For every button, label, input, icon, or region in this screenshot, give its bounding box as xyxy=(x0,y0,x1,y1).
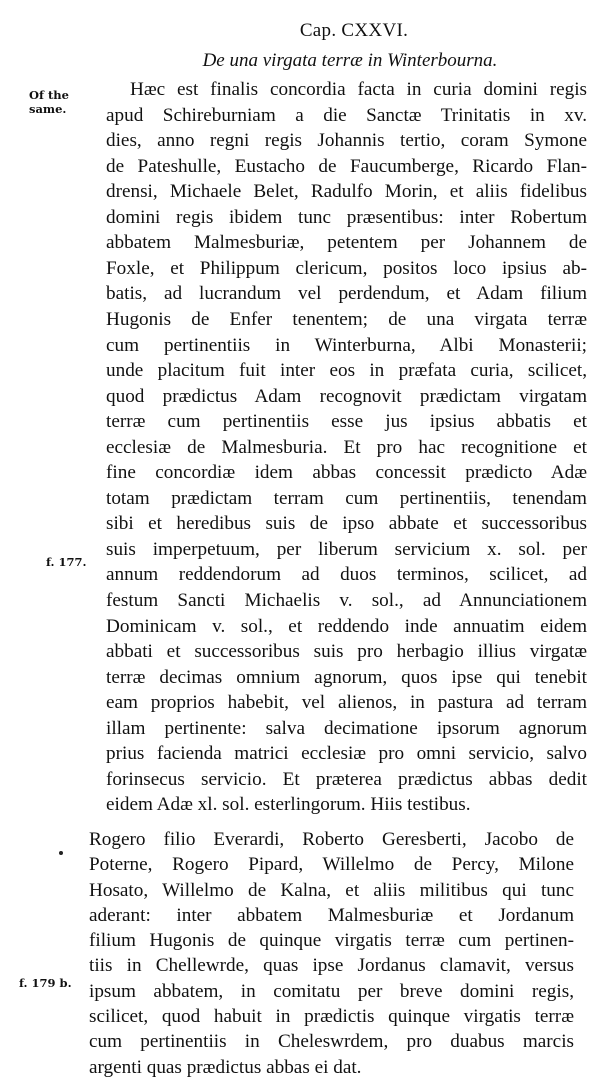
text-line: cum pertinentiis in Winterburna, Albi Monasterii; xyxy=(106,334,587,356)
text-line: eam proprios habebit, vel alienos, in pastura ad terram xyxy=(106,692,587,714)
text-line: abbati et successoribus suis pro herbagio illius virgatæ xyxy=(106,641,587,663)
text-line: terræ cum pertinentiis esse jus ipsius abbatis et xyxy=(106,411,587,433)
text-line: aderant: inter abbatem Malmesburiæ et Jordanum xyxy=(89,904,574,926)
text-line: Hosato, Willelmo de Kalna, et aliis militibus qui tunc xyxy=(89,879,574,901)
text-line: suis imperpetuum, per liberum servicium x. sol. per xyxy=(106,538,587,560)
text-line: apud Schireburniam a die Sanctæ Trinitatis in xv. xyxy=(106,104,587,126)
chapter-heading: Cap. CXXVI. xyxy=(299,20,409,41)
text-line: domini regis ibidem tunc præsentibus: inter Robertum xyxy=(106,206,587,228)
text-line: drensi, Michaele Belet, Radulfo Morin, et aliis fidelibus xyxy=(106,181,587,203)
chapter-subtitle: De una virgata terræ in Winterbournа. xyxy=(202,50,498,71)
text-line: totam prædictam terram cum pertinentiis, tenendam xyxy=(106,487,587,509)
text-line: Dominicam v. sol., et reddendo inde annuatim eidem xyxy=(106,615,587,637)
text-line: ipsum abbatem, in comitatu per breve domini regis, xyxy=(89,980,574,1002)
text-line: Hæc est finalis concordia facta in curia domini regis xyxy=(130,79,587,100)
text-line: illam pertinente: salva decimatione ipsorum agnorum xyxy=(106,717,587,739)
text-line: tiis in Chellewrde, quas ipse Jordanus clamavit, versus xyxy=(89,955,574,977)
text-line: cum pertinentiis in Cheleswrdem, pro duabus marcis xyxy=(89,1031,574,1053)
text-line: filium Hugonis de quinque virgatis terræ cum pertinen- xyxy=(89,930,574,952)
text-line: ecclesiæ de Malmesburia. Et pro hac recognitione et xyxy=(106,436,587,458)
margin-note-of-the-same: Of the same. xyxy=(29,88,69,116)
text-line: unde placitum fuit inter eos in præfata curia, scilicet, xyxy=(106,360,587,382)
text-line: fine concordiæ idem abbas concessit prædicto Adæ xyxy=(106,462,587,484)
margin-folio-179b: f. 179 b. xyxy=(19,976,72,990)
text-line: Foxle, et Philippum clericum, positos loco ipsius ab- xyxy=(106,257,587,279)
text-line: festum Sancti Michaelis v. sol., ad Annunciationem xyxy=(106,590,587,611)
text-line: terræ decimas omnium agnorum, quos ipse qui tenebit xyxy=(106,666,587,688)
text-line: Hugonis de Enfer tenentem; de una virgata terræ xyxy=(106,308,587,330)
text-line: Rogero filio Everardi, Roberto Geresberti, Jacobo de xyxy=(89,828,574,850)
text-line: forinsecus servicio. Et præterea prædictus abbas dedit xyxy=(106,768,587,790)
text-line: eidem Adæ xl. sol. esterlingorum. Hiis testibus. xyxy=(106,794,471,816)
text-line: de Pateshulle, Eustacho de Faucumberge, Ricardo Flan- xyxy=(106,155,587,177)
text-line: batis, ad lucrandum vel perdendum, et Adam filium xyxy=(106,283,587,305)
text-line: argenti quas prædictus abbas ei dat. xyxy=(89,1056,362,1078)
text-line: prius facienda matrici ecclesiæ pro omni servicio, salvo xyxy=(106,743,587,765)
text-line: dies, anno regni regis Johannis tertio, coram Symone xyxy=(106,130,587,152)
text-line: quod prædictus Adam recognovit prædictam virgatam xyxy=(106,385,587,407)
text-line: Poterne, Rogero Pipard, Willelmo de Percy, Milone xyxy=(89,854,574,876)
text-line: sibi et heredibus suis de ipso abbate et successoribus xyxy=(106,513,587,535)
text-line: annum reddendorum ad duos terminos, scilicet, ad xyxy=(106,564,587,586)
margin-folio-177: f. 177. xyxy=(46,555,87,569)
text-line: abbatem Malmesburiæ, petentem per Johannem de xyxy=(106,232,587,254)
ink-mark xyxy=(59,851,63,855)
text-line: scilicet, quod habuit in prædictis quinque virgatis terræ xyxy=(89,1006,574,1028)
